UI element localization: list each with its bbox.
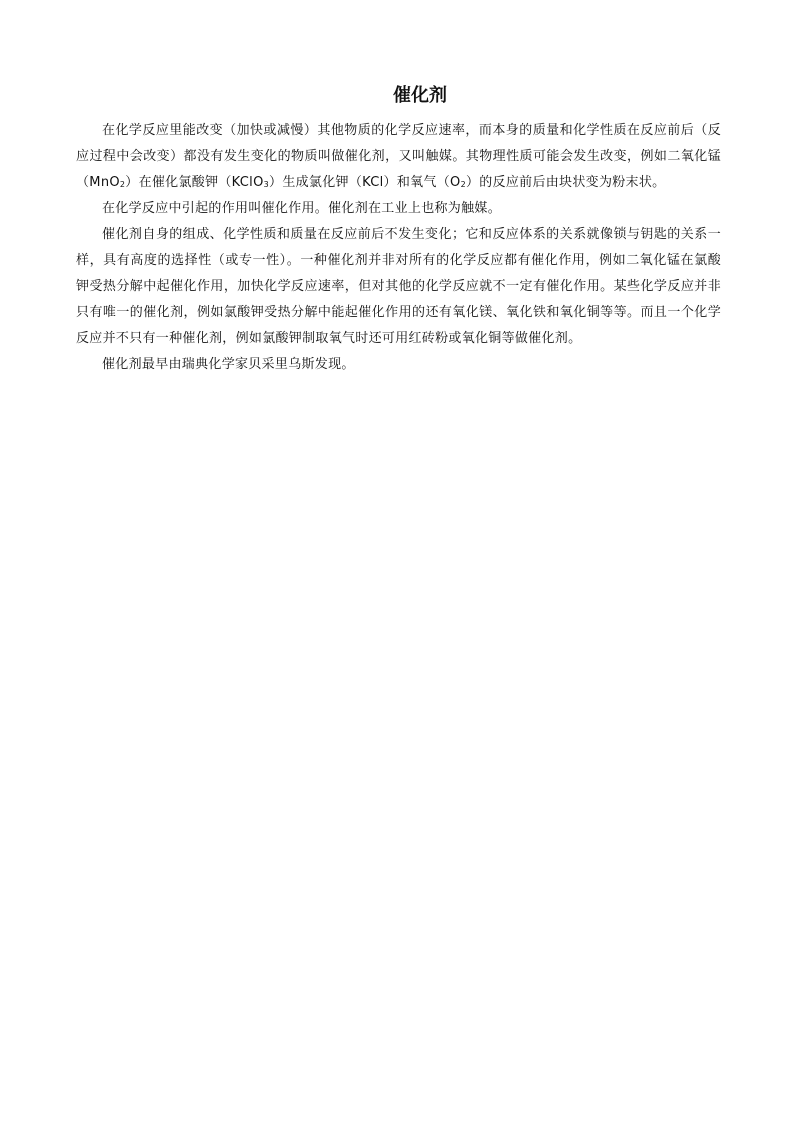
paragraph-text: ）生成氯化钾（KCl）和氧气（O [269,175,461,190]
paragraph-text: 在化学反应里能改变（加快或减慢）其他物质的化学反应速率，而本身的质量和化学性质在反应前后（反应过程中会改变）都没有发生变化的物质叫做催化剂，又叫触媒。其物理性质可能会发生改变，例如二氧化锰（MnO [76,123,721,190]
paragraph-text: ）在催化氯酸钾（KClO [125,175,264,190]
paragraph-text: 催化剂自身的组成、化学性质和质量在反应前后不发生变化；它和反应体系的关系就像锁与钥匙的关系一样，具有高度的选择性（或专一性）。一种催化剂并非对所有的化学反应都有催化作用，例如二氧化锰在氯酸钾受热分解中起催化作用，加快化学反应速率，但对其他的化学反应就不一定有催化作用。某些化学反应并非只有唯一的催化剂，例如氯酸钾受热分解中能起催化作用的还有氧化镁、氧化铁和氧化铜等等。而且一个化学反应并不只有一种催化剂，例如氯酸钾制取氧气时还可用红砖粉或氧化铜等做催化剂。 [76,227,721,346]
paragraph-2 [76,196,721,222]
document-body [76,118,721,378]
paragraph-text: ）的反应前后由块状变为粉末状。 [465,175,666,190]
paragraph-1 [76,118,721,196]
paragraph-text: 催化剂最早由瑞典化学家贝采里乌斯发现。 [102,357,355,372]
document-title: 催化剂 [393,85,447,106]
paragraph-text: 在化学反应中引起的作用叫催化作用。催化剂在工业上也称为触媒。 [102,201,502,216]
paragraph-3 [76,222,721,352]
paragraph-4 [76,352,721,378]
subscript: 2 [460,180,466,189]
subscript: 3 [263,180,270,189]
subscript: 2 [119,180,126,189]
